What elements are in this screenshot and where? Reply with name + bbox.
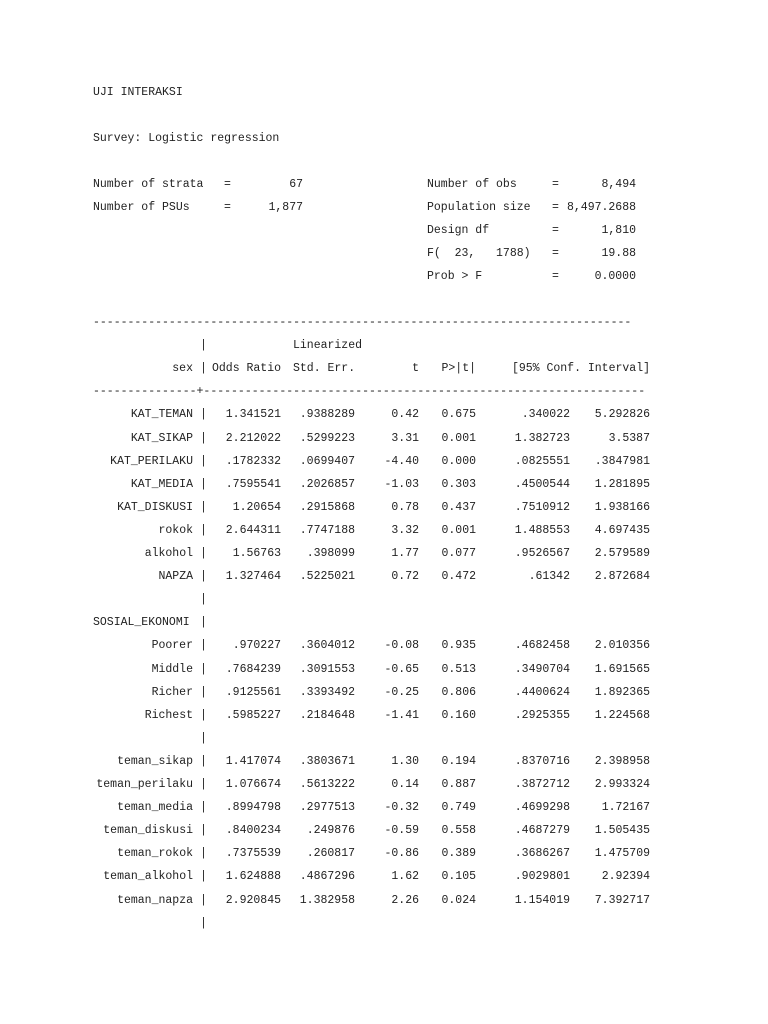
summary-f-test: [93, 246, 653, 262]
variable-name: alkohol: [144, 547, 193, 560]
table-row: [93, 869, 653, 885]
table-row: [93, 431, 653, 447]
summary-eq: =: [552, 247, 559, 260]
column-separator: |: [200, 477, 207, 491]
std-err: .2026857: [299, 477, 355, 491]
odds-ratio: 1.341521: [225, 408, 281, 422]
ci-upper: 5.292826: [594, 408, 650, 422]
ci-upper: 1.224568: [594, 708, 650, 722]
ci-lower: .0825551: [514, 454, 570, 468]
survey-title: Survey: Logistic regression: [93, 132, 280, 145]
std-err: .2977513: [299, 801, 355, 815]
column-separator: |: [200, 916, 207, 930]
t-stat: -1.03: [384, 477, 419, 491]
odds-ratio: .8400234: [225, 824, 281, 838]
p-value: 0.935: [441, 639, 476, 653]
variable-name: KAT_MEDIA: [130, 477, 193, 491]
table-spacer-row: [93, 916, 653, 932]
ci-upper: 2.92394: [601, 870, 650, 884]
summary-eq: =: [552, 270, 559, 283]
p-value: 0.194: [441, 754, 476, 768]
p-value: 0.303: [441, 477, 476, 491]
table-row: [93, 569, 653, 585]
summary-psus: [93, 200, 653, 216]
summary-value: 67: [289, 178, 303, 191]
t-stat: 1.62: [391, 870, 419, 884]
variable-name: Richer: [151, 685, 193, 699]
table-top-rule: ------------------------------------------------------------------------------: [93, 316, 632, 329]
table-row: [93, 846, 653, 862]
ci-upper: 2.398958: [594, 754, 650, 768]
t-stat: -0.08: [384, 639, 419, 653]
summary-label: Number of obs: [427, 178, 517, 191]
column-separator: |: [200, 847, 207, 861]
summary-label: F( 23, 1788): [427, 247, 531, 260]
p-value: 0.160: [441, 708, 476, 722]
t-stat: 0.72: [391, 570, 419, 584]
table-row: [93, 777, 653, 793]
odds-ratio: .970227: [232, 639, 281, 653]
table-row: [93, 800, 653, 816]
table-header-1: [93, 338, 653, 354]
p-value: 0.675: [441, 408, 476, 422]
column-separator: |: [200, 523, 207, 537]
ci-upper: 1.505435: [594, 824, 650, 838]
p-value: 0.437: [441, 500, 476, 514]
variable-name: teman_diskusi: [103, 824, 193, 838]
column-separator: |: [200, 616, 207, 630]
table-row: [93, 454, 653, 470]
column-separator: |: [200, 362, 207, 376]
odds-ratio: 2.644311: [225, 523, 281, 537]
table-row: [93, 893, 653, 909]
std-err: .3393492: [299, 685, 355, 699]
std-err: .2915868: [299, 500, 355, 514]
variable-name: KAT_SIKAP: [130, 431, 193, 445]
variable-name: rokok: [158, 523, 193, 537]
column-separator: |: [200, 870, 207, 884]
ci-lower: .340022: [521, 408, 570, 422]
column-separator: |: [200, 893, 207, 907]
ci-upper: 1.691565: [594, 662, 650, 676]
variable-name: teman_alkohol: [103, 870, 193, 884]
summary-value: 8,494: [601, 178, 636, 191]
column-separator: |: [200, 639, 207, 653]
std-err: .398099: [306, 547, 355, 560]
ci-lower: .8370716: [514, 754, 570, 768]
p-value: 0.024: [441, 893, 476, 907]
p-value: 0.749: [441, 801, 476, 815]
ci-upper: 1.281895: [594, 477, 650, 491]
std-err: .7747188: [299, 523, 355, 537]
table-row: [93, 708, 653, 724]
column-separator: |: [200, 593, 207, 607]
summary-value: 19.88: [601, 247, 636, 260]
summary-value: 1,810: [601, 224, 636, 237]
p-value: 0.001: [441, 523, 476, 537]
column-separator: |: [200, 547, 207, 560]
ci-upper: 7.392717: [594, 893, 650, 907]
summary-eq: =: [552, 201, 559, 214]
summary-label: Prob > F: [427, 270, 483, 283]
linearized-label: Linearized: [293, 339, 363, 353]
column-separator: |: [200, 754, 207, 768]
group-label: SOSIAL_EKONOMI: [93, 616, 190, 630]
ci-upper: .3847981: [594, 454, 650, 468]
std-err: .3803671: [299, 754, 355, 768]
variable-name: teman_perilaku: [96, 778, 193, 791]
odds-ratio: 1.417074: [225, 754, 281, 768]
table-row: [93, 754, 653, 770]
odds-ratio: 1.56763: [232, 547, 281, 560]
p-value: 0.887: [441, 778, 476, 791]
variable-name: NAPZA: [158, 570, 193, 584]
std-err: .4867296: [299, 870, 355, 884]
ci-upper: 3.5387: [608, 431, 650, 445]
column-separator: |: [200, 824, 207, 838]
column-separator: |: [200, 570, 207, 584]
ci-lower: .4699298: [514, 801, 570, 815]
ci-lower: .4682458: [514, 639, 570, 653]
std-err: .9388289: [299, 408, 355, 422]
odds-ratio: 1.076674: [225, 778, 281, 791]
column-separator: |: [200, 454, 207, 468]
p-value: 0.389: [441, 847, 476, 861]
summary-strata: [93, 177, 653, 193]
summary-prob: [93, 269, 653, 285]
ci-upper: 4.697435: [594, 523, 650, 537]
summary-eq: =: [552, 224, 559, 237]
variable-name: Poorer: [151, 639, 193, 653]
table-row: [93, 638, 653, 654]
column-separator: |: [200, 339, 207, 353]
t-stat: -4.40: [384, 454, 419, 468]
variable-name: teman_sikap: [117, 754, 193, 768]
ci-lower: 1.154019: [514, 893, 570, 907]
table-row: [93, 500, 653, 516]
ci-upper: 1.938166: [594, 500, 650, 514]
ci-upper: 2.872684: [594, 570, 650, 584]
summary-label: Number of strata: [93, 178, 204, 191]
column-separator: |: [200, 662, 207, 676]
odds-ratio: 2.212022: [225, 431, 281, 445]
column-separator: |: [200, 685, 207, 699]
ci-lower: .4687279: [514, 824, 570, 838]
column-separator: |: [200, 731, 207, 745]
std-err: .5299223: [299, 431, 355, 445]
summary-label: Population size: [427, 201, 531, 214]
std-err: .3091553: [299, 662, 355, 676]
summary-label: Number of PSUs: [93, 201, 190, 214]
column-separator: |: [200, 778, 207, 791]
odds-ratio: .1782332: [225, 454, 281, 468]
std-err: .2184648: [299, 708, 355, 722]
ci-upper: 1.72167: [601, 801, 650, 815]
summary-eq: =: [224, 178, 231, 191]
variable-name: KAT_TEMAN: [130, 408, 193, 422]
odds-ratio: .7684239: [225, 662, 281, 676]
odds-ratio: .7375539: [225, 847, 281, 861]
table-mid-rule: ---------------+----------------------------------------------------------------: [93, 385, 646, 399]
std-err: .0699407: [299, 454, 355, 468]
ci-upper: 2.010356: [594, 639, 650, 653]
odds-ratio: 2.920845: [225, 893, 281, 907]
odds-ratio: 1.327464: [225, 570, 281, 584]
ci-lower: .3490704: [514, 662, 570, 676]
variable-name: teman_rokok: [117, 847, 193, 861]
summary-design-df: [93, 223, 653, 239]
t-stat: -0.25: [384, 685, 419, 699]
ci-upper: 1.892365: [594, 685, 650, 699]
t-stat: 1.77: [391, 547, 419, 560]
p-value: 0.001: [441, 431, 476, 445]
table-row: [93, 477, 653, 493]
table-row: [93, 823, 653, 839]
header-std-err: Std. Err.: [293, 362, 356, 376]
std-err: .249876: [306, 824, 355, 838]
std-err: .260817: [306, 847, 355, 861]
p-value: 0.472: [441, 570, 476, 584]
p-value: 0.105: [441, 870, 476, 884]
t-stat: -0.65: [384, 662, 419, 676]
ci-lower: 1.488553: [514, 523, 570, 537]
summary-label: Design df: [427, 224, 490, 237]
ci-lower: .4400624: [514, 685, 570, 699]
ci-upper: 2.579589: [594, 547, 650, 560]
table-header-2: [93, 361, 653, 377]
ci-lower: .9029801: [514, 870, 570, 884]
header-ci: [95% Conf. Interval]: [511, 362, 650, 376]
std-err: .5613222: [299, 778, 355, 791]
ci-lower: .2925355: [514, 708, 570, 722]
variable-name: Richest: [144, 708, 193, 722]
t-stat: 2.26: [391, 893, 419, 907]
ci-lower: .61342: [528, 570, 570, 584]
std-err: .5225021: [299, 570, 355, 584]
p-value: 0.077: [441, 547, 476, 560]
ci-lower: .3872712: [514, 778, 570, 791]
column-separator: |: [200, 408, 207, 422]
dependent-variable: sex: [172, 362, 193, 376]
p-value: 0.558: [441, 824, 476, 838]
table-row: [93, 407, 653, 423]
column-separator: |: [200, 708, 207, 722]
ci-lower: .4500544: [514, 477, 570, 491]
t-stat: 0.14: [391, 778, 419, 791]
variable-name: KAT_DISKUSI: [117, 500, 193, 514]
variable-name: teman_media: [117, 801, 193, 815]
t-stat: -0.32: [384, 801, 419, 815]
table-row: [93, 685, 653, 701]
ci-lower: .7510912: [514, 500, 570, 514]
group-label-row: [93, 615, 653, 631]
column-separator: |: [200, 801, 207, 815]
odds-ratio: .5985227: [225, 708, 281, 722]
t-stat: 3.32: [391, 523, 419, 537]
odds-ratio: 1.20654: [232, 500, 281, 514]
t-stat: 3.31: [391, 431, 419, 445]
t-stat: -0.86: [384, 847, 419, 861]
ci-lower: .9526567: [514, 547, 570, 560]
table-spacer-row: [93, 731, 653, 747]
ci-lower: 1.382723: [514, 431, 570, 445]
variable-name: Middle: [151, 662, 193, 676]
odds-ratio: .9125561: [225, 685, 281, 699]
ci-upper: 1.475709: [594, 847, 650, 861]
summary-eq: =: [224, 201, 231, 214]
table-row: [93, 546, 653, 562]
p-value: 0.513: [441, 662, 476, 676]
odds-ratio: .7595541: [225, 477, 281, 491]
t-stat: 0.78: [391, 500, 419, 514]
std-err: .3604012: [299, 639, 355, 653]
header-t: t: [412, 362, 419, 376]
column-separator: |: [200, 431, 207, 445]
header-p: P>|t|: [441, 362, 476, 376]
odds-ratio: 1.624888: [225, 870, 281, 884]
t-stat: 1.30: [391, 754, 419, 768]
page-title: UJI INTERAKSI: [93, 86, 183, 99]
p-value: 0.000: [441, 454, 476, 468]
t-stat: -1.41: [384, 708, 419, 722]
table-row: [93, 662, 653, 678]
summary-value: 8,497.2688: [566, 201, 636, 214]
t-stat: 0.42: [391, 408, 419, 422]
p-value: 0.806: [441, 685, 476, 699]
summary-eq: =: [552, 178, 559, 191]
variable-name: KAT_PERILAKU: [110, 454, 193, 468]
header-odds-ratio: Odds Ratio: [211, 362, 281, 376]
ci-lower: .3686267: [514, 847, 570, 861]
table-row: [93, 523, 653, 539]
summary-value: 0.0000: [594, 270, 636, 283]
ci-upper: 2.993324: [594, 778, 650, 791]
t-stat: -0.59: [384, 824, 419, 838]
summary-value: 1,877: [268, 201, 303, 214]
std-err: 1.382958: [299, 893, 355, 907]
variable-name: teman_napza: [117, 893, 193, 907]
odds-ratio: .8994798: [225, 801, 281, 815]
table-spacer-row: [93, 592, 653, 608]
column-separator: |: [200, 500, 207, 514]
